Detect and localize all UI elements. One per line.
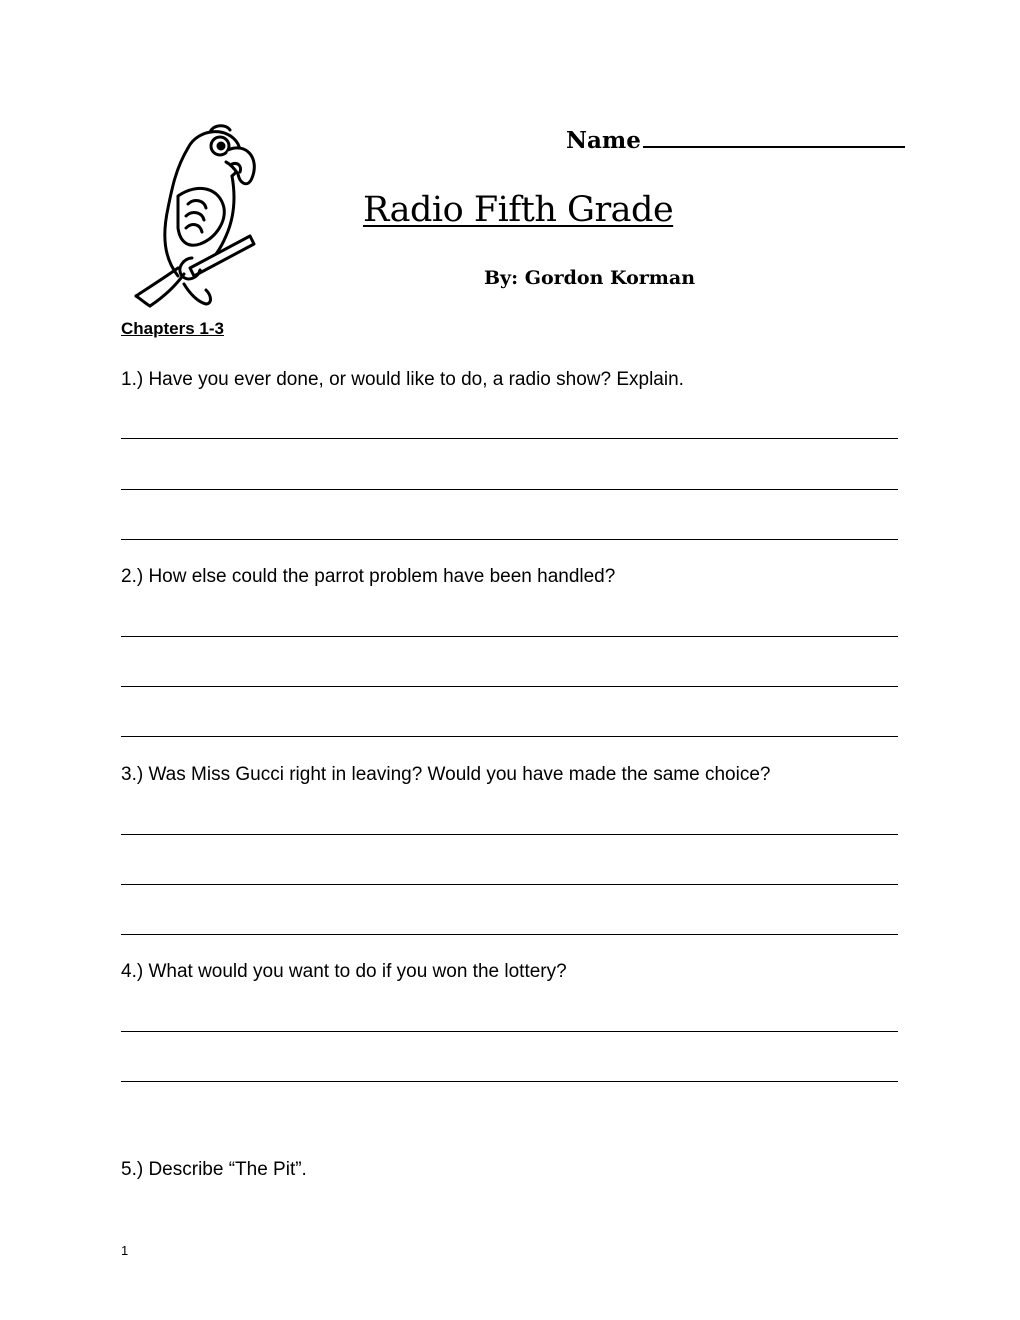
answer-line[interactable] [121, 834, 898, 835]
question-3: 3.) Was Miss Gucci right in leaving? Would you have made the same choice? [121, 764, 771, 785]
answer-line[interactable] [121, 934, 898, 935]
name-blank-line[interactable] [643, 124, 905, 148]
answer-line[interactable] [121, 736, 898, 737]
answer-line[interactable] [121, 438, 898, 439]
name-label: Name [566, 127, 641, 154]
page-title: Radio Fifth Grade [363, 190, 674, 230]
question-1: 1.) Have you ever done, or would like to do, a radio show? Explain. [121, 369, 684, 390]
section-heading: Chapters 1-3 [121, 319, 224, 338]
author-line: By: Gordon Korman [484, 267, 696, 289]
answer-line[interactable] [121, 686, 898, 687]
answer-line[interactable] [121, 636, 898, 637]
parrot-icon [128, 118, 258, 308]
answer-line[interactable] [121, 489, 898, 490]
answer-line[interactable] [121, 539, 898, 540]
question-5: 5.) Describe “The Pit”. [121, 1159, 307, 1180]
answer-line[interactable] [121, 1081, 898, 1082]
question-4: 4.) What would you want to do if you won the lottery? [121, 961, 567, 982]
question-2: 2.) How else could the parrot problem have been handled? [121, 566, 616, 587]
page-number: 1 [121, 1243, 129, 1258]
answer-line[interactable] [121, 1031, 898, 1032]
answer-line[interactable] [121, 884, 898, 885]
name-field[interactable] [566, 124, 906, 154]
